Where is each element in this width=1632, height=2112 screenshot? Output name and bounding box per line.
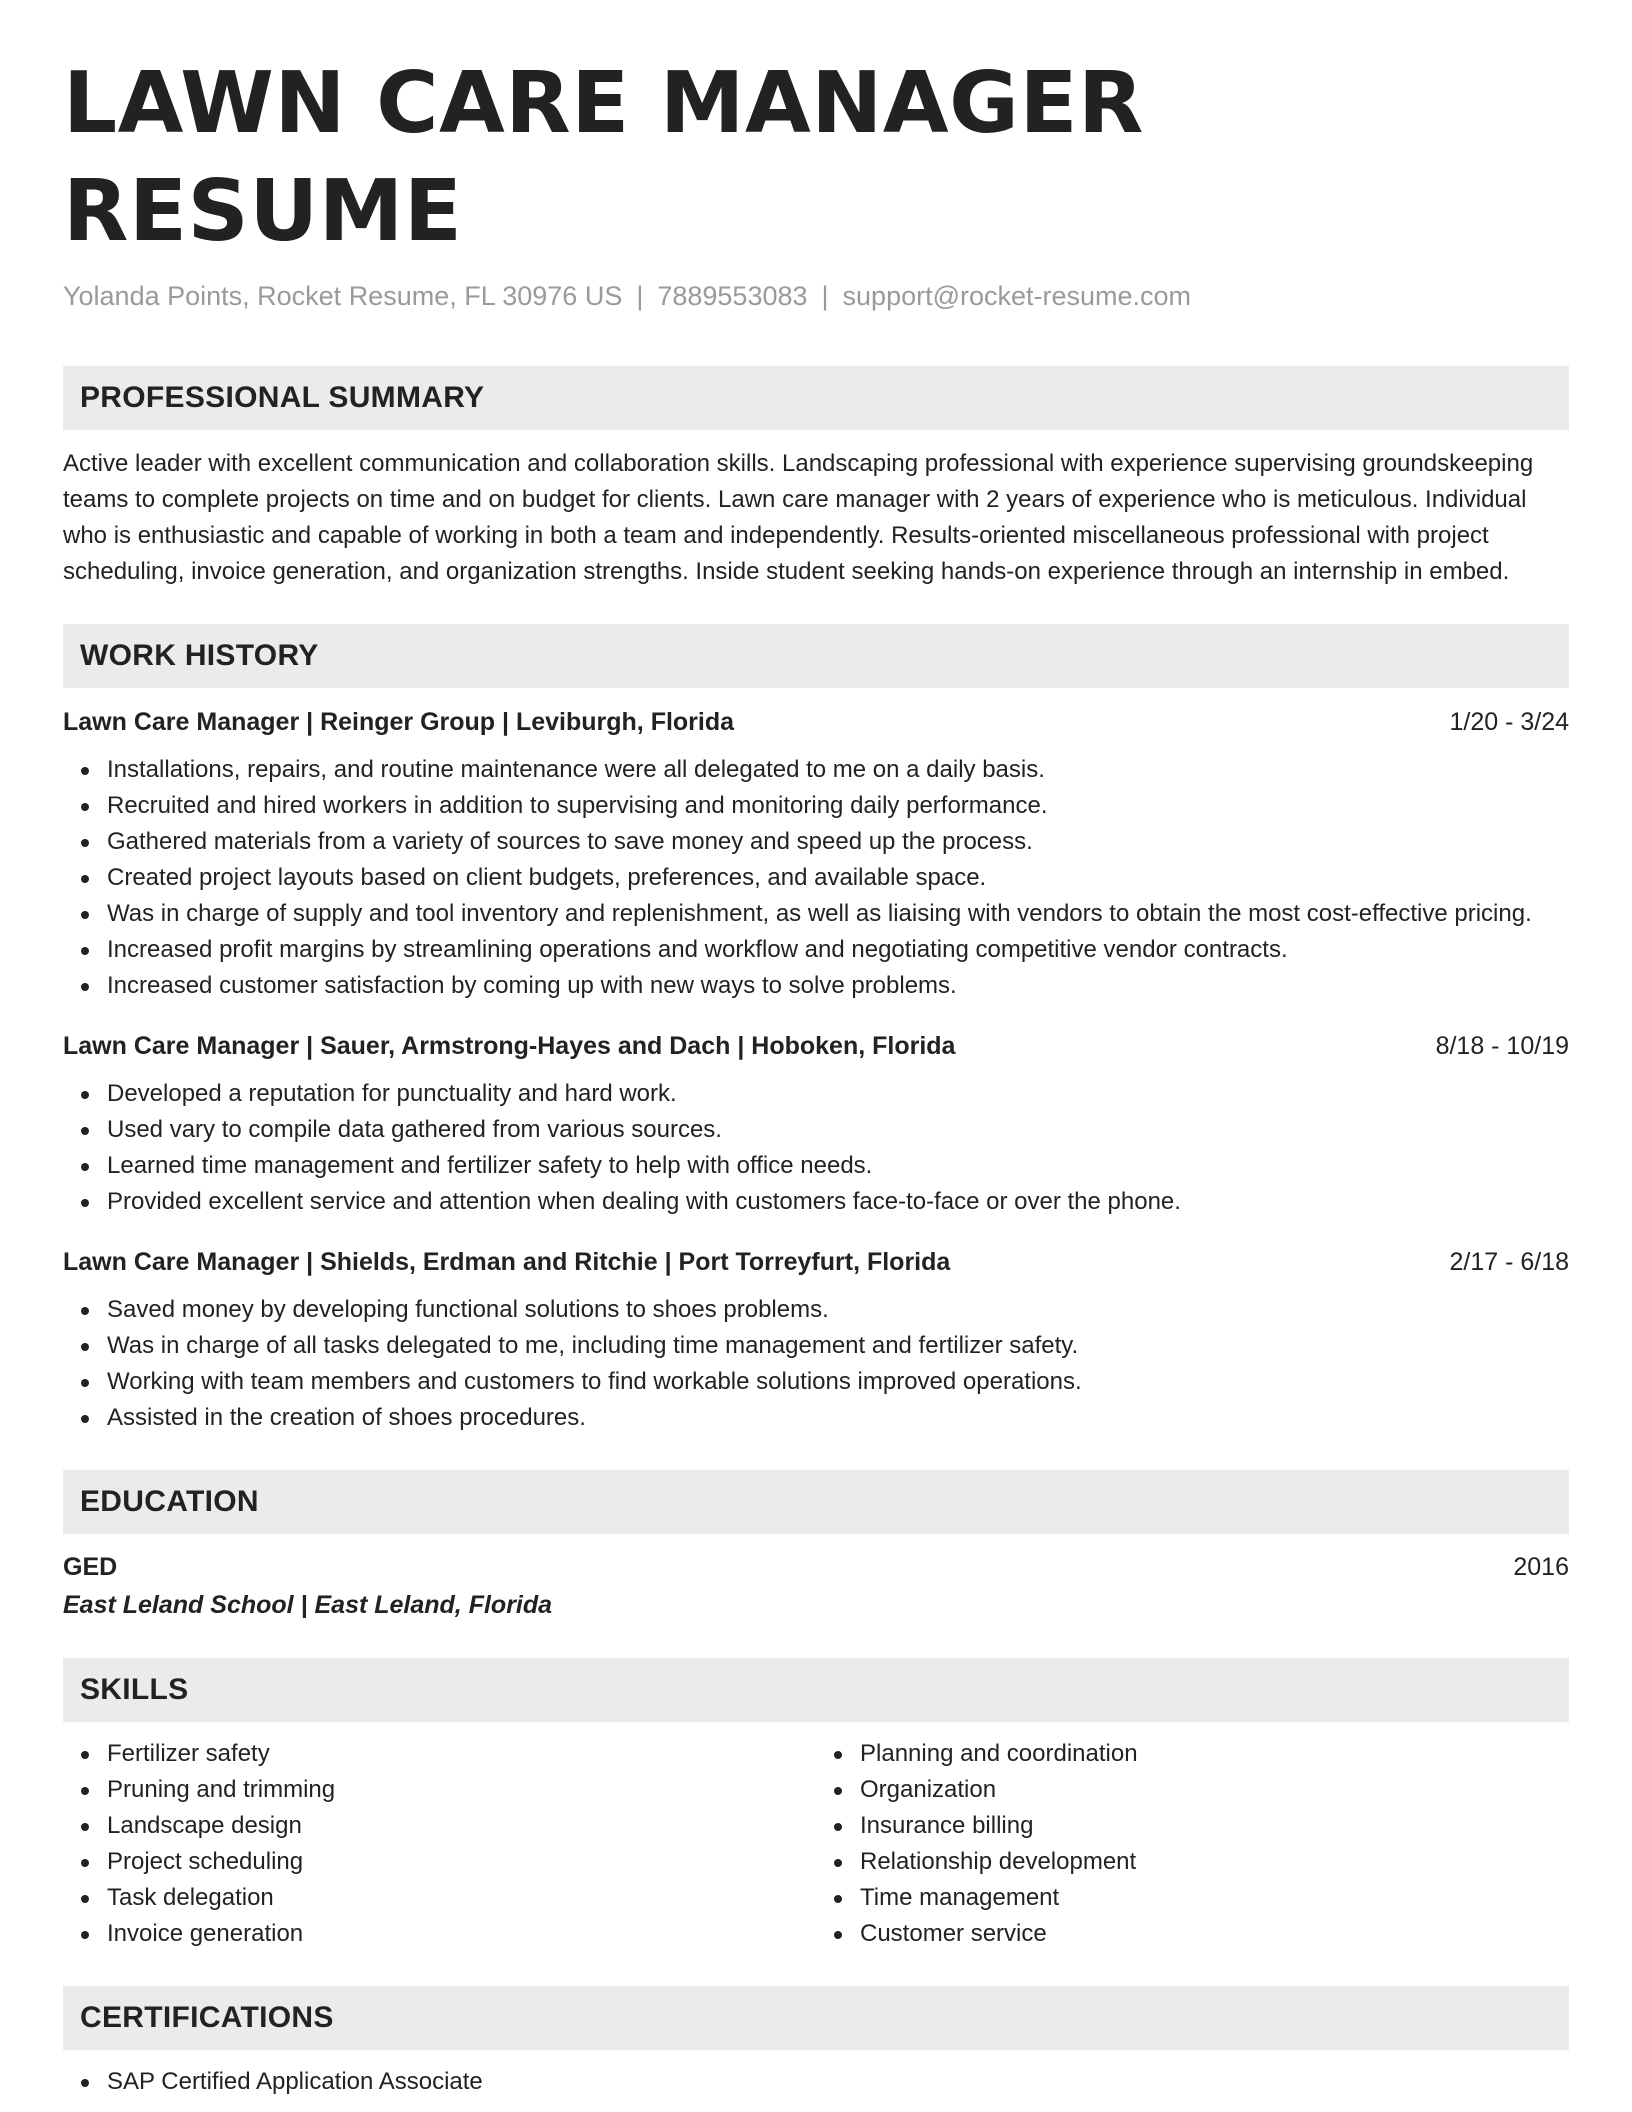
skill-item: Planning and coordination <box>860 1736 1569 1772</box>
skill-item: Project scheduling <box>107 1844 816 1880</box>
job-title: Lawn Care Manager | Sauer, Armstrong-Hayes and Dach | Hoboken, Florida <box>63 1032 956 1060</box>
skill-item: Pruning and trimming <box>107 1772 816 1808</box>
skill-item: Time management <box>860 1880 1569 1916</box>
job-duty: Was in charge of all tasks delegated to me, including time management and fertilizer safety. <box>107 1328 1569 1364</box>
education-school: East Leland School | East Leland, Florida <box>63 1591 553 1619</box>
certification-item: SAP Certified Application Associate <box>107 2064 1569 2100</box>
skills-column-left <box>63 1736 816 1952</box>
contact-address: Yolanda Points, Rocket Resume, FL 30976 US <box>63 281 623 311</box>
job-duties-list <box>63 1292 1569 1436</box>
job-dates: 2/17 - 6/18 <box>1449 1248 1569 1276</box>
job-duty: Developed a reputation for punctuality and hard work. <box>107 1076 1569 1112</box>
skills-section <box>63 1658 1569 1952</box>
education-heading: EDUCATION <box>63 1470 1569 1534</box>
job-duty: Gathered materials from a variety of sources to save money and speed up the process. <box>107 824 1569 860</box>
job-header <box>63 1026 1569 1066</box>
skills-list <box>816 1736 1569 1952</box>
summary-text: Active leader with excellent communication and collaboration skills. Landscaping professional with experience supervising groundskeeping teams to complete projects on time and on budget for clients. Lawn care manager with 2 years of experience who is meticulous. Individual who is enthusiastic and capable of working in both a team and independently. Results-oriented miscellaneous professional with project scheduling, invoice generation, and organization strengths. Inside student seeking hands-on experience through an internship in embed. <box>63 450 1534 585</box>
job-title: Lawn Care Manager | Reinger Group | Leviburgh, Florida <box>63 708 735 736</box>
skill-item: Task delegation <box>107 1880 816 1916</box>
job-dates: 8/18 - 10/19 <box>1435 1032 1569 1060</box>
contact-phone: 7889553083 <box>657 281 808 311</box>
job-entry <box>63 1026 1569 1220</box>
education-section <box>63 1470 1569 1624</box>
job-duty: Recruited and hired workers in addition to supervising and monitoring daily performance. <box>107 788 1569 824</box>
skill-item: Organization <box>860 1772 1569 1808</box>
resume-title: LAWN CARE MANAGER RESUME <box>63 54 1144 261</box>
job-title: Lawn Care Manager | Shields, Erdman and Ritchie | Port Torreyfurt, Florida <box>63 1248 951 1276</box>
job-duty: Used vary to compile data gathered from various sources. <box>107 1112 1569 1148</box>
job-duty: Assisted in the creation of shoes procedures. <box>107 1400 1569 1436</box>
education-degree: GED <box>63 1553 118 1581</box>
job-duty: Was in charge of supply and tool inventory and replenishment, as well as liaising with vendors to obtain the most cost-effective pricing. <box>107 896 1569 932</box>
contact-separator: | <box>636 281 644 311</box>
job-duties-list <box>63 1076 1569 1220</box>
summary-heading: PROFESSIONAL SUMMARY <box>63 366 1569 430</box>
job-entry <box>63 702 1569 1004</box>
job-header <box>63 702 1569 742</box>
contact-line <box>63 276 1569 316</box>
skill-item: Insurance billing <box>860 1808 1569 1844</box>
job-duty: Increased profit margins by streamlining operations and workflow and negotiating competitive vendor contracts. <box>107 932 1569 968</box>
job-duty: Created project layouts based on client budgets, preferences, and available space. <box>107 860 1569 896</box>
work-history-section <box>63 624 1569 1436</box>
job-duties-list <box>63 752 1569 1004</box>
job-duty: Learned time management and fertilizer safety to help with office needs. <box>107 1148 1569 1184</box>
skills-columns <box>63 1736 1569 1952</box>
work-history-heading: WORK HISTORY <box>63 624 1569 688</box>
job-header <box>63 1242 1569 1282</box>
job-entry <box>63 1242 1569 1436</box>
education-header <box>63 1548 1569 1586</box>
skill-item: Customer service <box>860 1916 1569 1952</box>
job-duty: Working with team members and customers to find workable solutions improved operations. <box>107 1364 1569 1400</box>
certifications-heading: CERTIFICATIONS <box>63 1986 1569 2050</box>
job-duty: Saved money by developing functional solutions to shoes problems. <box>107 1292 1569 1328</box>
certifications-list <box>63 2064 1569 2100</box>
certifications-section <box>63 1986 1569 2100</box>
skill-item: Fertilizer safety <box>107 1736 816 1772</box>
skill-item: Relationship development <box>860 1844 1569 1880</box>
job-duty: Increased customer satisfaction by coming up with new ways to solve problems. <box>107 968 1569 1004</box>
job-dates: 1/20 - 3/24 <box>1449 708 1569 736</box>
contact-separator: | <box>821 281 829 311</box>
summary-section <box>63 366 1569 590</box>
education-year: 2016 <box>1513 1553 1569 1581</box>
skill-item: Landscape design <box>107 1808 816 1844</box>
job-duty: Provided excellent service and attention when dealing with customers face-to-face or over the phone. <box>107 1184 1569 1220</box>
skills-heading: SKILLS <box>63 1658 1569 1722</box>
education-entry <box>63 1548 1569 1624</box>
skills-list <box>63 1736 816 1952</box>
contact-email: support@rocket-resume.com <box>842 281 1192 311</box>
skill-item: Invoice generation <box>107 1916 816 1952</box>
job-duty: Installations, repairs, and routine maintenance were all delegated to me on a daily basis. <box>107 752 1569 788</box>
skills-column-right <box>816 1736 1569 1952</box>
